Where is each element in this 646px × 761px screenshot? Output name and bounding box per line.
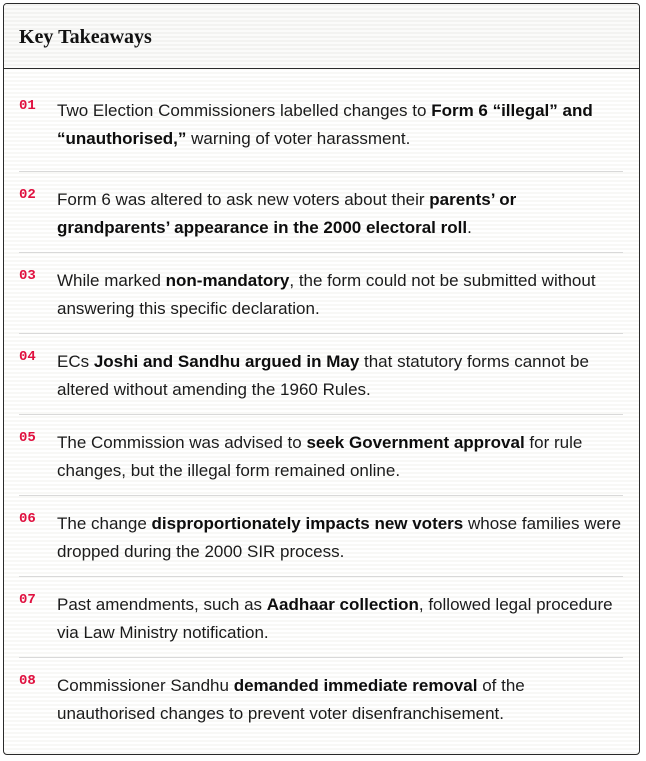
- takeaway-item: [19, 496, 623, 577]
- takeaway-text: [57, 591, 623, 646]
- takeaway-text-segment: of the unauthorised changes to prevent voter disenfranchisement.: [57, 676, 525, 723]
- card-header: [4, 4, 639, 69]
- takeaway-text: [57, 267, 623, 322]
- takeaway-item: [19, 334, 623, 415]
- takeaway-item: [19, 172, 623, 253]
- takeaway-text-segment: warning of voter harassment.: [186, 128, 411, 148]
- takeaway-text-segment: for rule changes, but the illegal form remained online.: [57, 433, 583, 480]
- takeaway-text-segment: , the form could not be submitted without answering this specific declaration.: [57, 271, 596, 318]
- takeaway-number: 01: [19, 98, 36, 114]
- takeaway-text-segment: whose families were dropped during the 2000 SIR process.: [57, 514, 622, 561]
- takeaway-highlight: Joshi and Sandhu argued in May: [93, 352, 360, 371]
- takeaway-text-segment: .: [467, 217, 472, 237]
- takeaway-number: 04: [19, 349, 36, 365]
- key-takeaways-card: [3, 3, 640, 755]
- takeaway-text-segment: Two Election Commissioners labelled changes to: [57, 101, 432, 120]
- card-title: Key Takeaways: [19, 25, 152, 48]
- takeaway-text: [57, 186, 623, 241]
- takeaway-item: [19, 577, 623, 658]
- takeaway-list: [4, 69, 639, 739]
- takeaway-text: [57, 429, 623, 484]
- takeaway-number: 03: [19, 268, 36, 284]
- takeaway-number: 06: [19, 511, 36, 527]
- takeaway-text-segment: ECs: [57, 352, 94, 371]
- takeaway-number: 08: [19, 673, 36, 689]
- takeaway-text: [57, 348, 623, 403]
- takeaway-highlight: seek Government approval: [306, 433, 525, 452]
- takeaway-item: [19, 415, 623, 496]
- takeaway-item: [19, 253, 623, 334]
- takeaway-text-segment: that statutory forms cannot be altered without amending the 1960 Rules.: [57, 352, 589, 399]
- takeaway-highlight: Aadhaar collection: [266, 595, 419, 614]
- takeaway-text-segment: The Commission was advised to: [57, 433, 307, 452]
- takeaway-item: [19, 658, 623, 739]
- takeaway-text-segment: , followed legal procedure via Law Ministry notification.: [57, 595, 613, 642]
- takeaway-text-segment: Form 6 was altered to ask new voters about their: [57, 190, 430, 209]
- takeaway-highlight: parents’ or grandparents’ appearance in the 2000 electoral roll: [57, 190, 517, 237]
- takeaway-number: 02: [19, 187, 36, 203]
- takeaway-text-segment: The change: [57, 514, 152, 533]
- takeaway-item: [19, 91, 623, 172]
- takeaway-number: 07: [19, 592, 36, 608]
- takeaway-text: [57, 672, 623, 727]
- takeaway-number: 05: [19, 430, 36, 446]
- takeaway-text: [57, 97, 623, 152]
- takeaway-highlight: Form 6 “illegal” and “unauthorised,”: [57, 101, 593, 148]
- takeaway-text-segment: While marked: [57, 271, 166, 290]
- takeaway-text-segment: Past amendments, such as: [57, 595, 267, 614]
- takeaway-text: [57, 510, 623, 565]
- takeaway-highlight: disproportionately impacts new voters: [151, 514, 464, 533]
- takeaway-highlight: demanded immediate removal: [233, 676, 478, 695]
- takeaway-text-segment: Commissioner Sandhu: [57, 676, 234, 695]
- takeaway-highlight: non-mandatory: [165, 271, 290, 290]
